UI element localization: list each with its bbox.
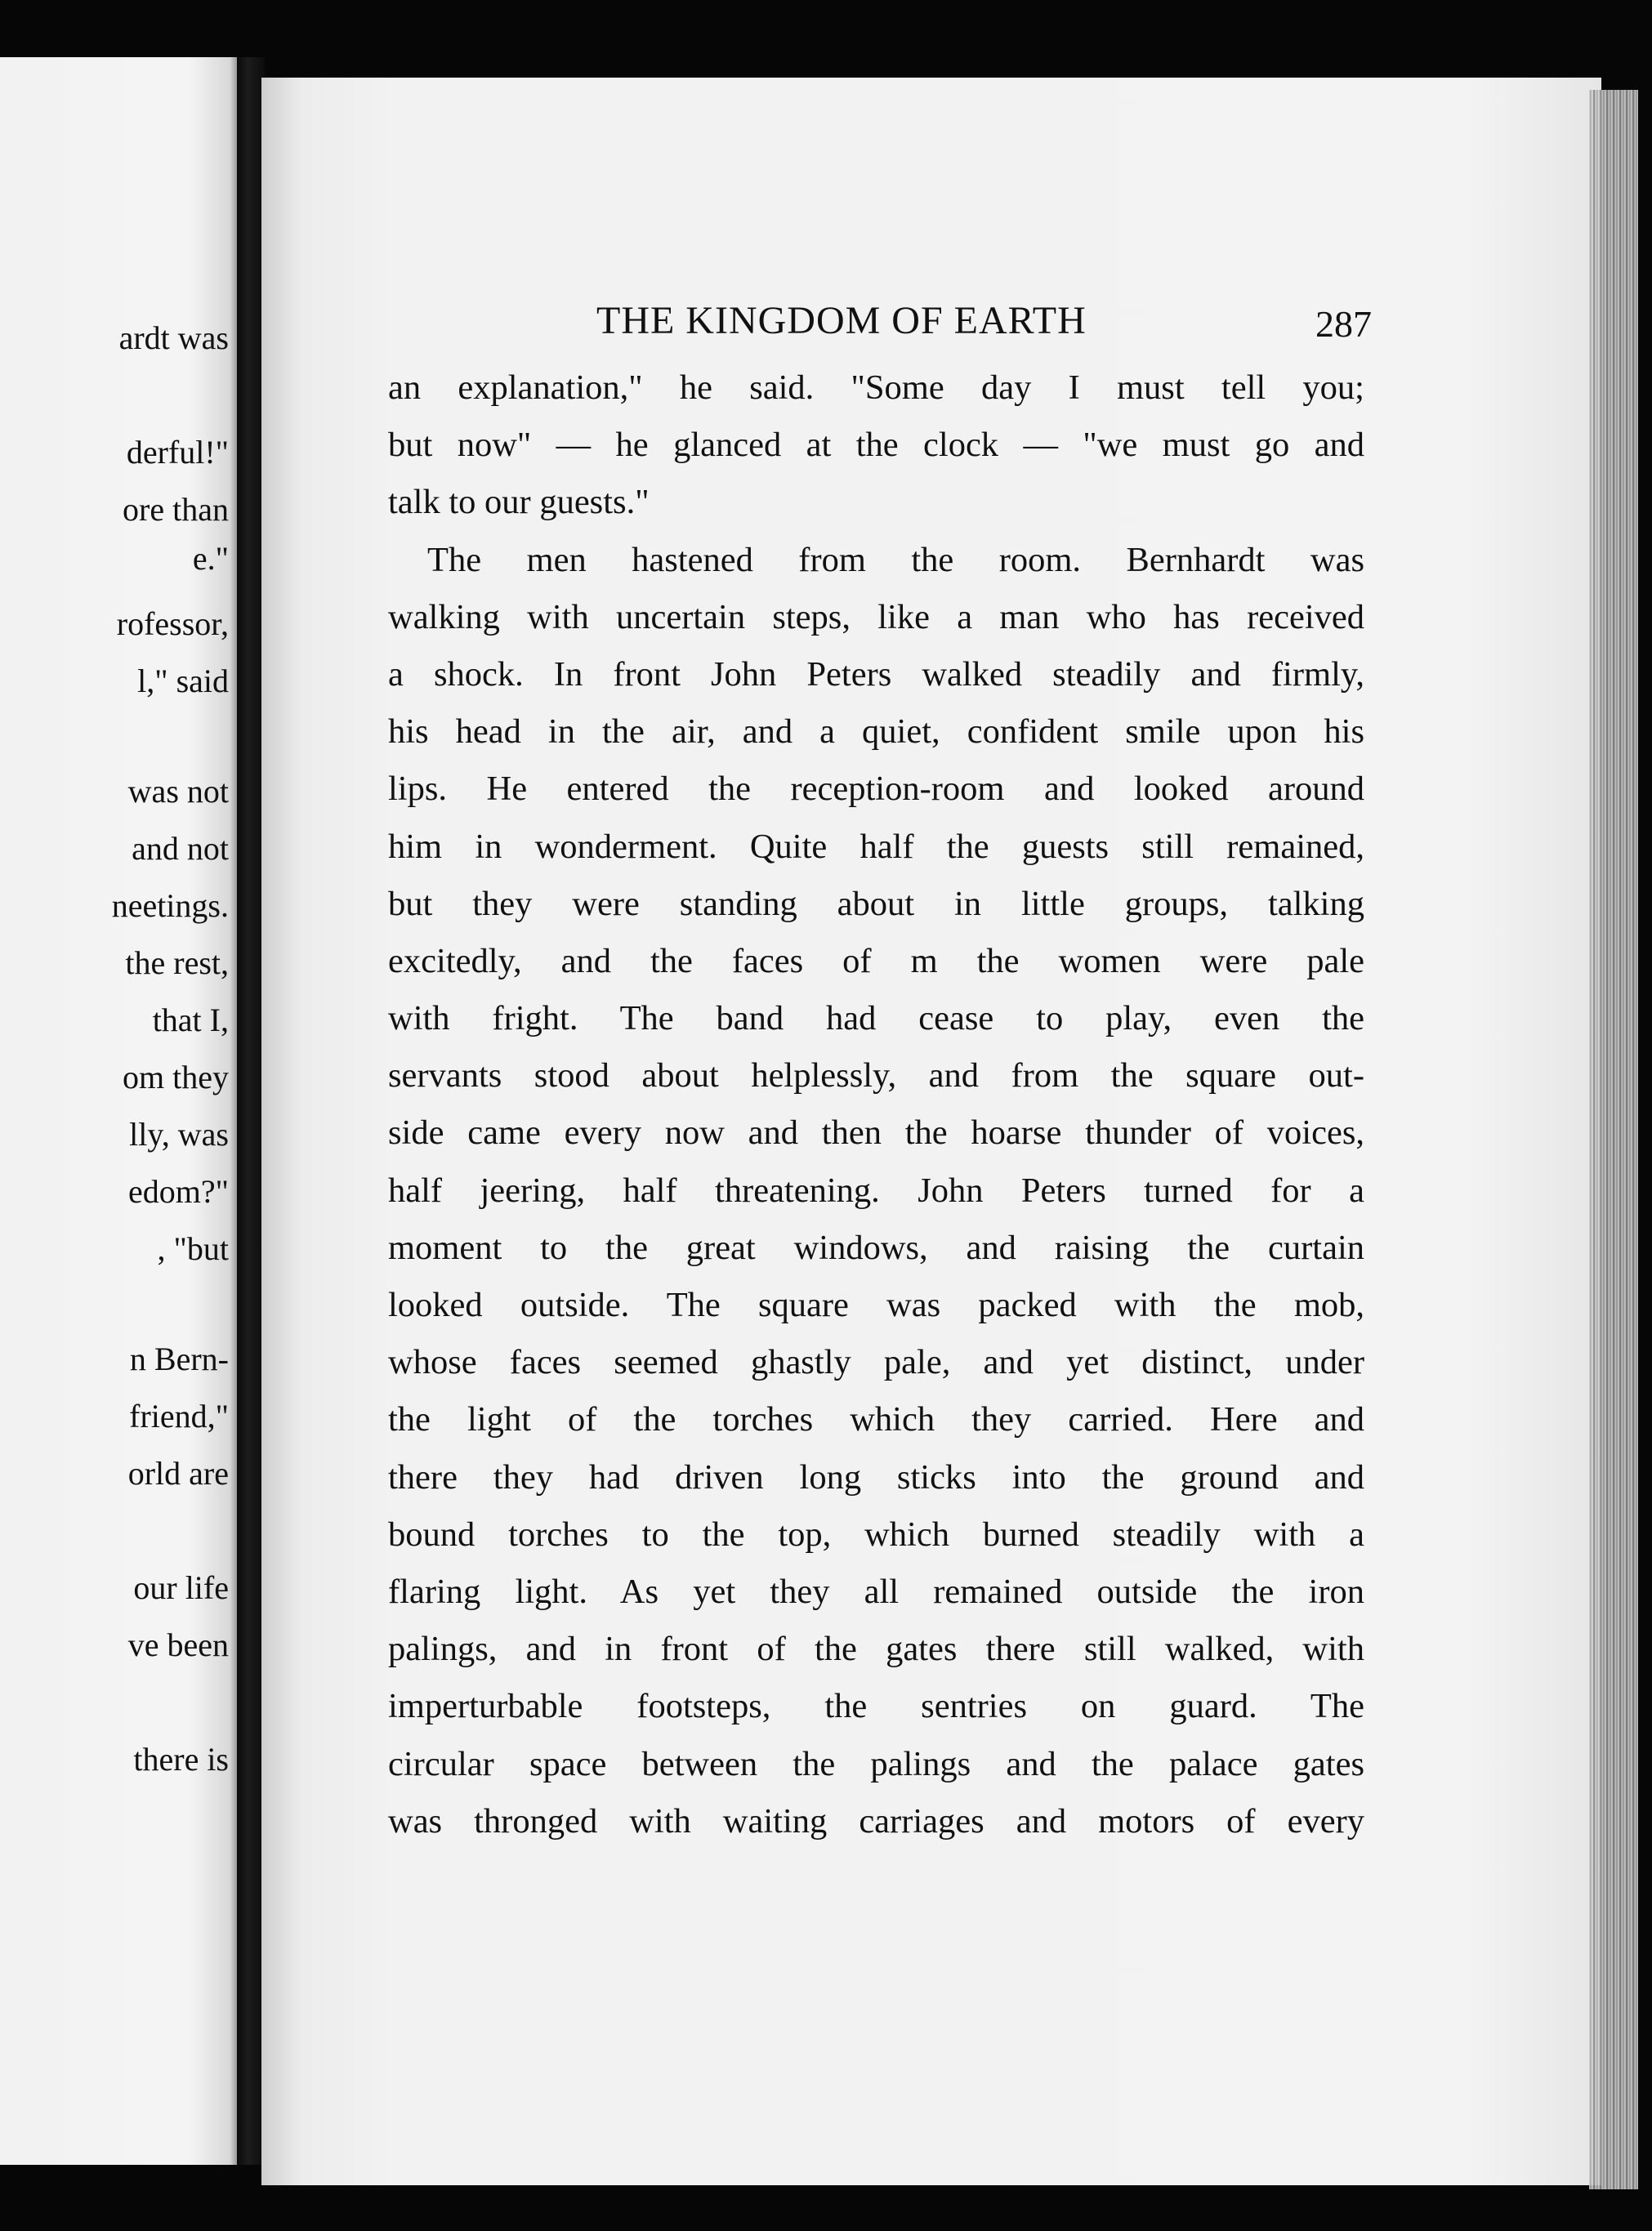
left-page-line: l," said — [137, 663, 229, 699]
body-line: palings, and in front of the gates there still walked, with — [388, 1630, 1364, 1669]
left-page-line: ore than — [123, 491, 229, 528]
left-page-line: was not — [127, 773, 229, 810]
body-line: him in wonderment. Quite half the guests still remained, — [388, 827, 1364, 866]
left-page-line: ve been — [127, 1626, 229, 1663]
body-line: The men hastened from the room. Bernhardt was — [427, 540, 1364, 579]
left-page-line: n Bern- — [129, 1341, 229, 1377]
body-text — [388, 359, 1364, 1850]
left-page-line: that I, — [152, 1002, 229, 1038]
body-line: looked outside. The square was packed with the mob, — [388, 1286, 1364, 1324]
left-page-line: our life — [133, 1569, 229, 1606]
body-line: his head in the air, and a quiet, confident smile upon his — [388, 712, 1364, 752]
body-line: a shock. In front John Peters walked steadily and firmly, — [388, 654, 1364, 694]
body-line: talk to our guests." — [388, 483, 650, 522]
book-gutter — [237, 57, 265, 2165]
left-page-line: ardt was — [118, 319, 229, 356]
body-line: was thronged with waiting carriages and motors of every — [388, 1801, 1364, 1841]
left-page-line: , "but — [157, 1230, 229, 1267]
left-page-line: edom?" — [128, 1173, 229, 1210]
body-line: half jeering, half threatening. John Peters turned for a — [388, 1171, 1364, 1210]
right-page — [261, 78, 1601, 2185]
body-line: moment to the great windows, and raising the curtain — [388, 1228, 1364, 1267]
page-number: 287 — [1315, 303, 1372, 345]
left-page-line: om they — [123, 1059, 229, 1095]
body-line: whose faces seemed ghastly pale, and yet distinct, under — [388, 1343, 1364, 1382]
body-line: imperturbable footsteps, the sentries on guard. The — [388, 1687, 1364, 1726]
left-page-line: e." — [192, 540, 229, 577]
body-line: flaring light. As yet they all remained outside the iron — [388, 1572, 1364, 1611]
left-page-line: friend," — [129, 1398, 229, 1435]
left-page-line: lly, was — [129, 1116, 229, 1153]
left-page-line: derful!" — [126, 434, 229, 471]
left-page — [0, 57, 237, 2165]
body-line: but they were standing about in little groups, talking — [388, 884, 1364, 923]
body-line: walking with uncertain steps, like a man who has received — [388, 597, 1364, 636]
left-page-line: rofessor, — [116, 605, 229, 642]
body-line: servants stood about helplessly, and from the square out- — [388, 1056, 1364, 1095]
running-head: THE KINGDOM OF EARTH — [596, 299, 1087, 342]
left-page-line: the rest, — [125, 944, 229, 981]
body-line: circular space between the palings and the palace gates — [388, 1744, 1364, 1783]
page-edges — [1589, 90, 1638, 2189]
body-line: with fright. The band had cease to play, even the — [388, 999, 1364, 1038]
left-page-line: orld are — [127, 1455, 229, 1492]
body-line: side came every now and then the hoarse thunder of voices, — [388, 1113, 1364, 1153]
body-line: there they had driven long sticks into the ground and — [388, 1457, 1364, 1497]
body-line: but now" — he glanced at the clock — "we must go and — [388, 426, 1364, 465]
body-line: an explanation," he said. "Some day I must tell you; — [388, 368, 1364, 407]
body-line: lips. He entered the reception-room and looked around — [388, 770, 1364, 809]
body-line: the light of the torches which they carried. Here and — [388, 1400, 1364, 1439]
left-page-line: and not — [132, 830, 229, 867]
left-page-line: there is — [133, 1741, 229, 1778]
left-page-line: neetings. — [111, 887, 229, 924]
body-line: bound torches to the top, which burned steadily with a — [388, 1515, 1364, 1554]
body-line: excitedly, and the faces of m the women were pale — [388, 941, 1364, 980]
